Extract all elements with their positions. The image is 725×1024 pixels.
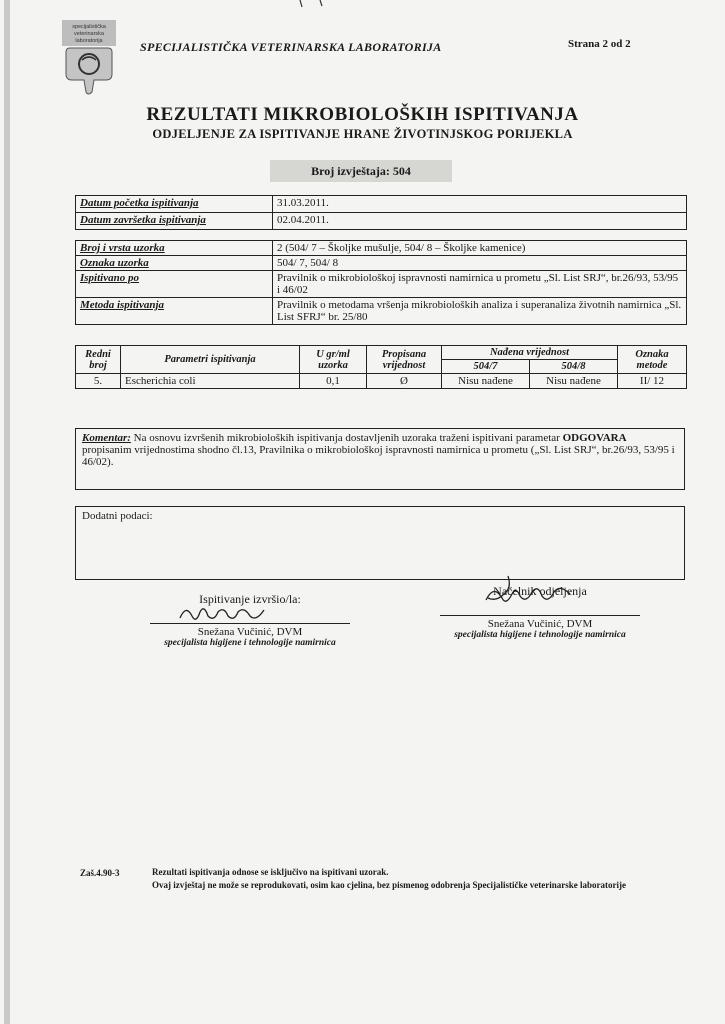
table-row — [76, 196, 687, 213]
signature-name: Snežana Vučinić, DVM — [197, 626, 303, 638]
col-sample1-header: 504/7 — [442, 360, 530, 374]
method-value: Pravilnik o metodama vršenja mikrobioloških analiza i superanaliza životnih namirnica „Sl. List SFRJ“ br. 25/80 — [273, 298, 687, 325]
handwritten-signature — [478, 574, 578, 608]
col-unit-header: U gr/ml uzorka — [300, 346, 367, 374]
signature-role: Ispitivanje izvršio/la: — [199, 592, 301, 606]
sample-type-label: Broj i vrsta uzorka — [76, 241, 273, 256]
additional-data-box — [75, 506, 685, 580]
signature-title: specijalista higijene i tehnologije namirnica — [454, 630, 626, 640]
svg-text:specijalistička: specijalistička — [72, 24, 106, 30]
report-number: Broj izvještaja: 504 — [270, 160, 452, 182]
col-param-header: Parametri ispitivanja — [121, 346, 300, 374]
comment-label: Komentar: — [82, 432, 131, 444]
sample-table — [75, 240, 687, 325]
table-row — [76, 374, 687, 389]
sample-mark-value: 504/ 7, 504/ 8 — [273, 256, 687, 271]
col-no-header: Redni broj — [76, 346, 121, 374]
page-number: Strana 2 od 2 — [568, 38, 631, 50]
svg-text:veterinarska: veterinarska — [74, 31, 104, 37]
lab-name: SPECIJALISTIČKA VETERINARSKA LABORATORIJA — [140, 40, 442, 54]
form-code: Zaš.4.90-3 — [80, 868, 120, 878]
table-row — [76, 271, 687, 298]
cell-param: Escherichia coli — [121, 374, 300, 389]
cell-value-2: Nisu nađene — [530, 374, 618, 389]
sample-mark-label: Oznaka uzorka — [76, 256, 273, 271]
cell-value-1: Nisu nađene — [442, 374, 530, 389]
document-title: REZULTATI MIKROBIOLOŠKIH ISPITIVANJA — [146, 104, 579, 125]
table-row — [76, 256, 687, 271]
signature-name: Snežana Vučinić, DVM — [487, 618, 593, 630]
comment-text-2: propisanim vrijednostima shodno čl.13, Pravilnika o mikrobiološkoj ispravnosti namirnica u prometu („Sl. List SRJ“, br.26/93, 53/95 i 46/02). — [82, 444, 675, 468]
cell-prescribed: Ø — [367, 374, 442, 389]
col-sample2-header: 504/8 — [530, 360, 618, 374]
footer-line-1: Rezultati ispitivanja odnose se isključivo na ispitivani uzorak. — [152, 867, 389, 877]
comment-verdict: ODGOVARA — [562, 432, 627, 444]
footer-note — [152, 866, 626, 892]
col-prescribed-header: Propisana vrijednost — [367, 346, 442, 374]
signature-title: specijalista higijene i tehnologije namirnica — [164, 638, 336, 648]
table-header-row — [76, 346, 687, 360]
signature-role: Načelnik odjeljenja — [493, 584, 587, 598]
table-row — [76, 298, 687, 325]
table-row — [76, 241, 687, 256]
col-found-header: Nađena vrijednost — [442, 346, 618, 360]
footer-line-2: Ovaj izvještaj ne može se reprodukovati, osim kao cjelina, bez pismenog odobrenja Specijalističke veterinarske laboratorije — [152, 880, 626, 890]
pen-mark — [298, 0, 328, 8]
handwritten-signature — [178, 600, 268, 626]
tested-by-value: Pravilnik o mikrobiološkoj ispravnosti namirnica u prometu „Sl. List SRJ“, br.26/93, 53/95 i 46/02 — [273, 271, 687, 298]
date-end-value: 02.04.2011. — [273, 213, 687, 230]
date-end-label: Datum završetka ispitivanja — [76, 213, 273, 230]
lab-logo — [58, 18, 120, 96]
results-table — [75, 345, 687, 389]
comment-box — [75, 428, 685, 490]
additional-data-label: Dodatni podaci: — [82, 510, 153, 522]
cell-method: II/ 12 — [618, 374, 687, 389]
date-start-label: Datum početka ispitivanja — [76, 196, 273, 213]
cell-no: 5. — [76, 374, 121, 389]
cell-unit: 0,1 — [300, 374, 367, 389]
col-method-header: Oznaka metode — [618, 346, 687, 374]
document-subtitle: ODJELJENJE ZA ISPITIVANJE HRANE ŽIVOTINJSKOG PORIJEKLA — [152, 127, 573, 141]
table-row — [76, 213, 687, 230]
date-start-value: 31.03.2011. — [273, 196, 687, 213]
method-label: Metoda ispitivanja — [76, 298, 273, 325]
svg-text:laboratorija: laboratorija — [75, 38, 103, 44]
tested-by-label: Ispitivano po — [76, 271, 273, 298]
dates-table — [75, 195, 687, 230]
scan-edge — [4, 0, 10, 1024]
sample-type-value: 2 (504/ 7 – Školjke mušulje, 504/ 8 – Školjke kamenice) — [273, 241, 687, 256]
comment-text-1: Na osnovu izvršenih mikrobioloških ispitivanja dostavljenih uzoraka traženi ispitivani parametar — [130, 432, 560, 444]
